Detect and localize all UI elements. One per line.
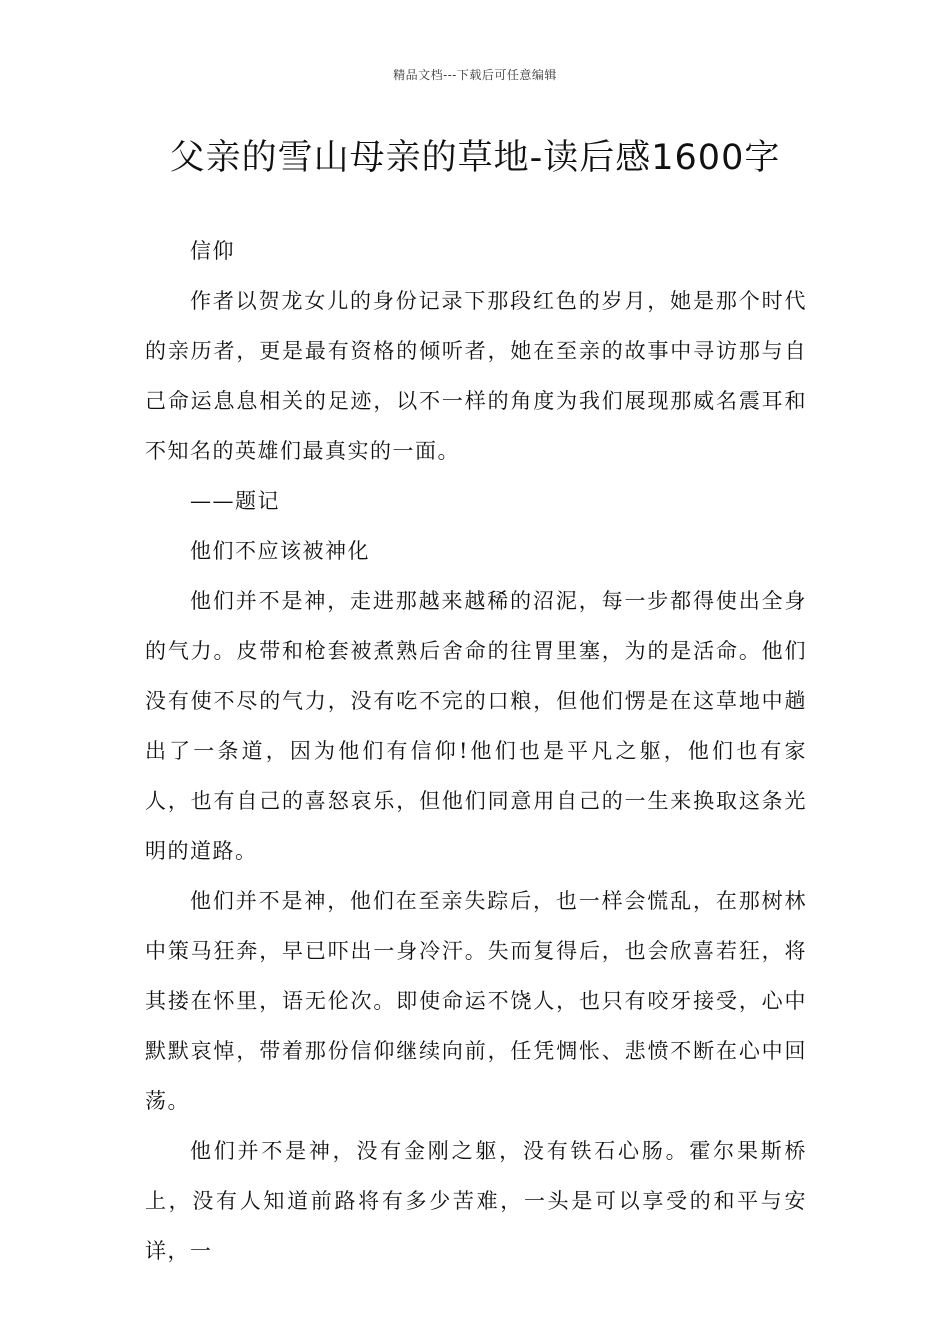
- paragraph-heading-faith: 信仰: [190, 239, 235, 263]
- paragraph-body-3: 他们并不是神，没有金刚之躯，没有铁石心肠。霍尔果斯桥上，没有人知道前路将有多少苦难，一头是可以享受的和平与安详，一: [145, 1139, 807, 1263]
- paragraph-body-2: 他们并不是神，他们在至亲失踪后，也一样会慌乱，在那树林中策马狂奔，早已吓出一身冷汗。失而复得后，也会欣喜若狂，将其搂在怀里，语无伦次。即使命运不饶人，也只有咬牙接受，心中默默哀悼，带着那份信仰继续向前，任凭惆怅、悲愤不断在心中回荡。: [145, 889, 807, 1113]
- page-header: 精品文档---下载后可任意编辑: [393, 68, 557, 82]
- paragraph-intro: 作者以贺龙女儿的身份记录下那段红色的岁月，她是那个时代的亲历者，更是最有资格的倾听者，她在至亲的故事中寻访那与自己命运息息相关的足迹，以不一样的角度为我们展现那威名震耳和不知名的英雄们最真实的一面。: [145, 289, 807, 463]
- document-body: [145, 226, 807, 1276]
- paragraph-epigraph: ——题记: [190, 489, 280, 513]
- paragraph-subheading: 他们不应该被神化: [190, 539, 370, 563]
- paragraph-body-1: 他们并不是神，走进那越来越稀的沼泥，每一步都得使出全身的气力。皮带和枪套被煮熟后舍命的往胃里塞，为的是活命。他们没有使不尽的气力，没有吃不完的口粮，但他们愣是在这草地中趟出了一条道，因为他们有信仰!他们也是平凡之躯，他们也有家人，也有自己的喜怒哀乐，但他们同意用自己的一生来换取这条光明的道路。: [145, 589, 807, 863]
- document-title: 父亲的雪山母亲的草地-读后感1600字: [169, 138, 781, 178]
